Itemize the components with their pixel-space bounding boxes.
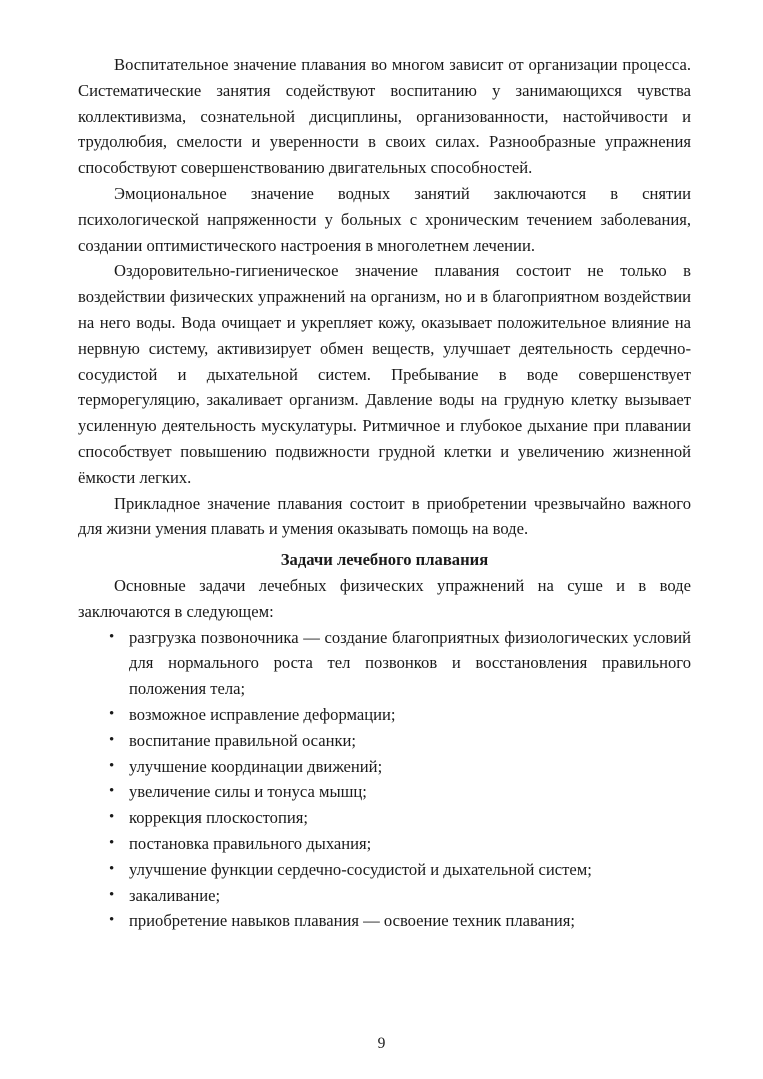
list-item: • улучшение функции сердечно-сосудистой и дыхательной систем;	[78, 857, 691, 883]
page-body	[78, 52, 691, 934]
paragraph-health-hygienic-value: Оздоровительно-гигиеническое значение плавания состоит не только в воздействии физических упражнений на организм, но и в благоприятном воздействии на него воды. Вода очищает и укрепляет кожу, оказывает положительное влияние на нервную систему, активизирует обмен веществ, улучшает деятельность сердечно-сосудистой и дыхательной систем. Пребывание в воде совершенствует терморегуляцию, закаливает организм. Давление воды на грудную клетку вызывает усиленную деятельность мускулатуры. Ритмичное и глубокое дыхание при плавании способствует повышению подвижности грудной клетки и увеличению жизненной ёмкости легких.	[78, 261, 691, 487]
paragraph-upbringing-value: Воспитательное значение плавания во многом зависит от организации процесса. Систематические занятия содействуют воспитанию у занимающихся чувства коллективизма, сознательной дисциплины, организованности, настойчивости и трудолюбия, смелости и уверенности в своих силах. Разнообразные упражнения способствуют совершенствованию двигательных способностей.	[78, 55, 691, 178]
list-item: • воспитание правильной осанки;	[78, 728, 691, 754]
list-item: • разгрузка позвоночника — создание благоприятных физиологических условий для нормального роста тел позвонков и восстановления правильного положения тела;	[78, 625, 691, 702]
list-item: • возможное исправление деформации;	[78, 702, 691, 728]
page-number: 9	[377, 1035, 386, 1052]
paragraph-applied-value: Прикладное значение плавания состоит в приобретении чрезвычайно важного для жизни умения плавать и умения оказывать помощь на воде.	[78, 493, 691, 539]
section-heading-tasks: Задачи лечебного плавания	[280, 550, 489, 570]
paragraph-tasks-intro: Основные задачи лечебных физических упражнений на суше и в воде заключаются в следующем:	[78, 575, 691, 621]
list-item: • увеличение силы и тонуса мышц;	[78, 779, 691, 805]
list-item: • закаливание;	[78, 883, 691, 909]
list-item: • коррекция плоскостопия;	[78, 805, 691, 831]
paragraph-emotional-value: Эмоциональное значение водных занятий заключаются в снятии психологической напряженности у больных с хроническим течением заболевания, создании оптимистического настроения в многолетнем лечении.	[78, 183, 691, 255]
task-list	[78, 625, 691, 935]
list-item: • улучшение координации движений;	[78, 754, 691, 780]
list-item: • приобретение навыков плавания — освоение техник плавания;	[78, 908, 691, 934]
list-item: • постановка правильного дыхания;	[78, 831, 691, 857]
